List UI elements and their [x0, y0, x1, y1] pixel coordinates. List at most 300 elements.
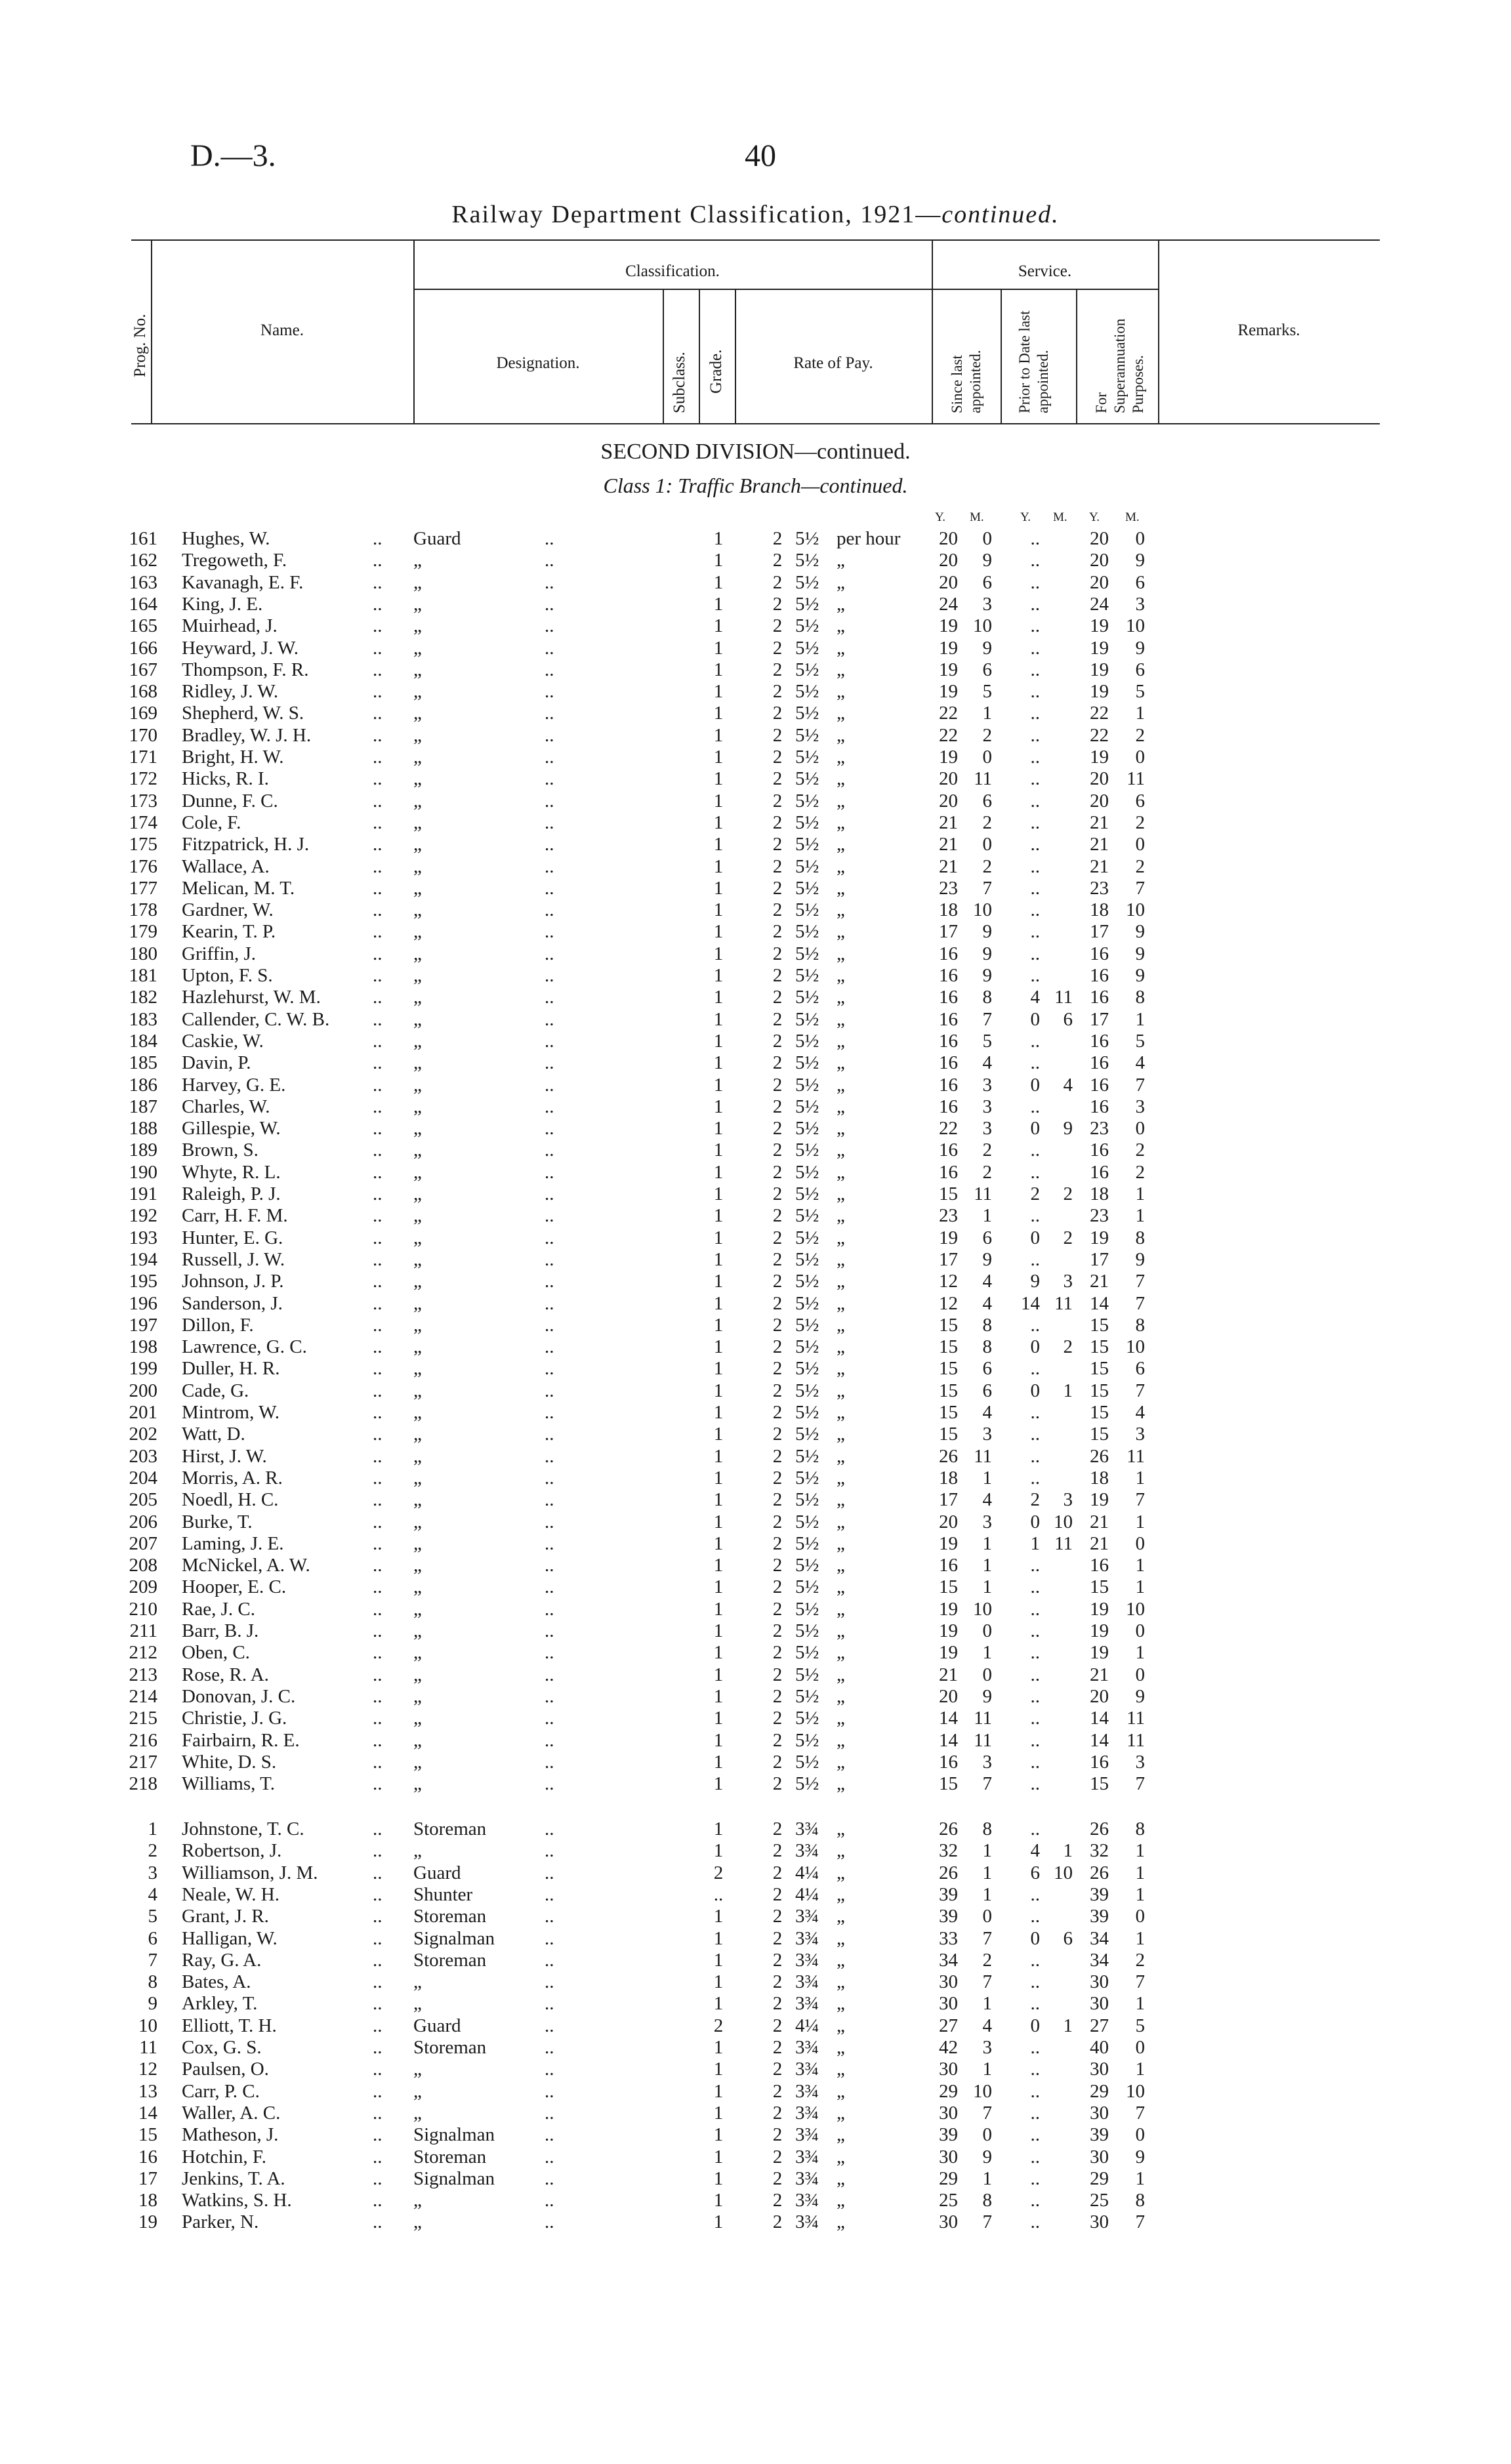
cell-rate: 5½ — [795, 1183, 819, 1204]
cell-fm: 5 — [1135, 2015, 1145, 2036]
cell-sub: 1 — [713, 1008, 724, 1030]
cell-sub: 1 — [713, 1118, 724, 1140]
cell-unit: „ — [837, 1336, 845, 1358]
cell-sy: 19 — [939, 637, 958, 659]
cell-fy: 30 — [1090, 1993, 1109, 2015]
cell-sm: 10 — [973, 2080, 992, 2102]
col-superannuation: For Superannuation Purposes. — [1093, 318, 1146, 413]
cell-fy: 16 — [1090, 1052, 1109, 1074]
cell-py: .. — [1030, 943, 1040, 964]
cell-unit: „ — [837, 2211, 845, 2233]
cell-fy: 17 — [1090, 1008, 1109, 1030]
leader-dots: .. — [373, 2102, 383, 2124]
cell-sm: 1 — [982, 2167, 992, 2189]
cell-name: Fitzpatrick, H. J. — [182, 834, 310, 855]
leader-dots: .. — [545, 747, 554, 768]
cell-sub: 1 — [713, 1532, 724, 1554]
leader-dots: .. — [545, 528, 554, 549]
cell-fm: 3 — [1135, 1751, 1145, 1773]
cell-unit: „ — [837, 1140, 845, 1161]
cell-grade: 2 — [772, 1729, 783, 1751]
cell-no: 174 — [129, 811, 157, 833]
cell-fm: 9 — [1135, 637, 1145, 659]
cell-rate: 5½ — [795, 1555, 819, 1576]
cell-sub: 1 — [713, 943, 724, 964]
cell-pm: 2 — [1063, 1227, 1073, 1248]
cell-no: 14 — [138, 2102, 157, 2124]
cell-des: „ — [413, 768, 422, 790]
table-row — [0, 1140, 1511, 1161]
leader-dots: .. — [545, 1818, 554, 1839]
cell-des: Signalman — [413, 2167, 495, 2189]
cell-fy: 39 — [1090, 1883, 1109, 1905]
cell-sub: 1 — [713, 2059, 724, 2080]
cell-sm: 5 — [982, 681, 992, 703]
unit-label: Y. — [1089, 510, 1100, 524]
cell-sm: 2 — [982, 1161, 992, 1183]
cell-name: Elliott, T. H. — [182, 2015, 277, 2036]
cell-rate: 3¾ — [795, 1993, 819, 2015]
cell-no: 186 — [129, 1074, 157, 1096]
cell-no: 166 — [129, 637, 157, 659]
cell-grade: 2 — [772, 1685, 783, 1707]
cell-name: Williams, T. — [182, 1773, 275, 1795]
cell-py: .. — [1030, 2211, 1040, 2233]
cell-name: Carr, P. C. — [182, 2080, 260, 2102]
cell-rate: 5½ — [795, 1008, 819, 1030]
cell-grade: 2 — [772, 1906, 783, 1927]
cell-sy: 14 — [939, 1729, 958, 1751]
table-row — [0, 1818, 1511, 1840]
cell-fy: 23 — [1090, 877, 1109, 899]
cell-sub: 1 — [713, 768, 724, 790]
cell-des: „ — [413, 1248, 422, 1270]
table-row — [0, 725, 1511, 747]
cell-des: „ — [413, 811, 422, 833]
cell-py: 14 — [1021, 1292, 1040, 1314]
leader-dots: .. — [373, 593, 383, 615]
cell-rate: 5½ — [795, 965, 819, 986]
cell-sub: 1 — [713, 1971, 724, 1993]
cell-rate: 3¾ — [795, 2080, 819, 2102]
table-row — [0, 2015, 1511, 2037]
cell-sm: 7 — [982, 1008, 992, 1030]
cell-sub: 1 — [713, 1380, 724, 1401]
cell-py: .. — [1030, 1971, 1040, 1993]
cell-des: „ — [413, 921, 422, 943]
cell-fy: 16 — [1090, 1030, 1109, 1052]
cell-no: 3 — [148, 1862, 157, 1883]
cell-py: .. — [1030, 1773, 1040, 1795]
cell-no: 1 — [148, 1818, 157, 1839]
leader-dots: .. — [545, 1751, 554, 1773]
cell-sy: 16 — [939, 1161, 958, 1183]
table-row — [0, 1336, 1511, 1358]
leader-dots: .. — [373, 1883, 383, 1905]
cell-unit: „ — [837, 1161, 845, 1183]
leader-dots: .. — [373, 811, 383, 833]
table-row — [0, 1096, 1511, 1118]
cell-sub: 1 — [713, 1993, 724, 2015]
cell-unit: „ — [837, 987, 845, 1008]
cell-sy: 21 — [939, 855, 958, 877]
cell-fy: 18 — [1090, 1467, 1109, 1489]
cell-sm: 10 — [973, 899, 992, 921]
cell-fy: 40 — [1090, 2037, 1109, 2058]
table-row — [0, 987, 1511, 1008]
cell-name: Whyte, R. L. — [182, 1161, 281, 1183]
unit-label: M. — [970, 510, 984, 524]
cell-rate: 3¾ — [795, 1949, 819, 1971]
cell-des: „ — [413, 1751, 422, 1773]
cell-no: 6 — [148, 1927, 157, 1949]
cell-sub: 1 — [713, 1030, 724, 1052]
leader-dots: .. — [545, 1971, 554, 1993]
cell-fy: 17 — [1090, 921, 1109, 943]
cell-py: .. — [1030, 1445, 1040, 1467]
cell-sm: 10 — [973, 615, 992, 637]
cell-sy: 15 — [939, 1380, 958, 1401]
table-row — [0, 681, 1511, 703]
leader-dots: .. — [373, 1118, 383, 1140]
cell-no: 184 — [129, 1030, 157, 1052]
cell-name: Fairbairn, R. E. — [182, 1729, 300, 1751]
cell-sub: 1 — [713, 681, 724, 703]
cell-des: Storeman — [413, 1818, 487, 1839]
cell-name: Griffin, J. — [182, 943, 257, 964]
cell-no: 175 — [129, 834, 157, 855]
cell-py: .. — [1030, 2190, 1040, 2211]
cell-rate: 5½ — [795, 1773, 819, 1795]
cell-sm: 2 — [982, 724, 992, 746]
cell-py: .. — [1030, 1620, 1040, 1641]
leader-dots: .. — [545, 943, 554, 964]
cell-name: Hazlehurst, W. M. — [182, 987, 321, 1008]
cell-fm: 7 — [1135, 1773, 1145, 1795]
cell-fy: 15 — [1090, 1424, 1109, 1445]
cell-unit: „ — [837, 1773, 845, 1795]
table-row — [0, 2168, 1511, 2190]
cell-fy: 16 — [1090, 1751, 1109, 1773]
cell-name: Tregoweth, F. — [182, 550, 287, 571]
leader-dots: .. — [545, 637, 554, 659]
cell-fm: 0 — [1135, 1118, 1145, 1140]
cell-fy: 19 — [1090, 1598, 1109, 1620]
cell-unit: „ — [837, 1840, 845, 1862]
cell-no: 199 — [129, 1358, 157, 1380]
cell-fy: 15 — [1090, 1576, 1109, 1598]
cell-py: .. — [1030, 2146, 1040, 2167]
cell-no: 189 — [129, 1140, 157, 1161]
cell-fy: 30 — [1090, 2059, 1109, 2080]
leader-dots: .. — [545, 1424, 554, 1445]
page-title — [0, 200, 1511, 229]
leader-dots: .. — [373, 2015, 383, 2036]
cell-sm: 9 — [982, 1685, 992, 1707]
leader-dots: .. — [545, 1862, 554, 1883]
cell-no: 11 — [139, 2037, 157, 2058]
leader-dots: .. — [545, 1511, 554, 1532]
table-row — [0, 2081, 1511, 2103]
cell-name: Cade, G. — [182, 1380, 249, 1401]
leader-dots: .. — [373, 1292, 383, 1314]
cell-pm: 10 — [1054, 1511, 1073, 1532]
cell-py: .. — [1030, 1096, 1040, 1117]
cell-fm: 0 — [1135, 1620, 1145, 1641]
cell-py: 4 — [1030, 987, 1040, 1008]
leader-dots: .. — [545, 724, 554, 746]
cell-des: „ — [413, 1664, 422, 1685]
cell-grade: 2 — [772, 1402, 783, 1423]
unit-label: Y. — [935, 510, 946, 524]
table-row — [0, 878, 1511, 899]
cell-no: 164 — [129, 593, 157, 615]
leader-dots: .. — [545, 1402, 554, 1423]
cell-fm: 1 — [1135, 1927, 1145, 1949]
cell-grade: 2 — [772, 1248, 783, 1270]
cell-py: 4 — [1030, 1840, 1040, 1862]
cell-unit: „ — [837, 1008, 845, 1030]
table-row — [0, 812, 1511, 834]
leader-dots: .. — [545, 1685, 554, 1707]
cell-no: 212 — [129, 1642, 157, 1664]
leader-dots: .. — [373, 1862, 383, 1883]
cell-fm: 1 — [1135, 1183, 1145, 1204]
cell-grade: 2 — [772, 1183, 783, 1204]
cell-name: Parker, N. — [182, 2211, 259, 2233]
cell-no: 180 — [129, 943, 157, 964]
leader-dots: .. — [373, 1685, 383, 1707]
cell-sm: 0 — [982, 1906, 992, 1927]
cell-py: .. — [1030, 1358, 1040, 1380]
cell-des: Storeman — [413, 2037, 487, 2058]
cell-fm: 1 — [1135, 1511, 1145, 1532]
cell-fm: 6 — [1135, 571, 1145, 593]
cell-sub: 1 — [713, 1424, 724, 1445]
cell-sy: 19 — [939, 1598, 958, 1620]
cell-unit: „ — [837, 1862, 845, 1883]
cell-sy: 26 — [939, 1445, 958, 1467]
table-row — [0, 1489, 1511, 1511]
cell-py: .. — [1030, 811, 1040, 833]
cell-fy: 22 — [1090, 703, 1109, 724]
leader-dots: .. — [373, 1358, 383, 1380]
cell-pm: 10 — [1054, 1862, 1073, 1883]
cell-sub: 1 — [713, 1336, 724, 1358]
cell-grade: 2 — [772, 1271, 783, 1292]
cell-rate: 5½ — [795, 1292, 819, 1314]
cell-unit: „ — [837, 1205, 845, 1227]
cell-no: 18 — [138, 2190, 157, 2211]
cell-py: .. — [1030, 2167, 1040, 2189]
cell-sy: 27 — [939, 2015, 958, 2036]
leader-dots: .. — [545, 2190, 554, 2211]
leader-dots: .. — [545, 1271, 554, 1292]
cell-sm: 4 — [982, 1052, 992, 1074]
cell-fy: 15 — [1090, 1402, 1109, 1423]
cell-des: „ — [413, 637, 422, 659]
cell-rate: 5½ — [795, 1511, 819, 1532]
cell-name: Sanderson, J. — [182, 1292, 283, 1314]
cell-grade: 2 — [772, 1576, 783, 1598]
leader-dots: .. — [545, 1161, 554, 1183]
table-row — [0, 943, 1511, 965]
cell-py: 6 — [1030, 1862, 1040, 1883]
cell-sub: 1 — [713, 877, 724, 899]
leader-dots: .. — [545, 1555, 554, 1576]
cell-des: „ — [413, 855, 422, 877]
leader-dots: .. — [545, 1140, 554, 1161]
cell-fy: 22 — [1090, 724, 1109, 746]
cell-fy: 14 — [1090, 1708, 1109, 1729]
cell-no: 203 — [129, 1445, 157, 1467]
cell-fm: 1 — [1135, 1576, 1145, 1598]
cell-py: 0 — [1030, 1074, 1040, 1096]
cell-name: Caskie, W. — [182, 1030, 264, 1052]
cell-des: „ — [413, 615, 422, 637]
cell-no: 187 — [129, 1096, 157, 1117]
cell-rate: 5½ — [795, 1620, 819, 1641]
cell-py: .. — [1030, 681, 1040, 703]
cell-no: 208 — [129, 1555, 157, 1576]
cell-sm: 6 — [982, 1380, 992, 1401]
cell-sy: 12 — [939, 1292, 958, 1314]
cell-unit: „ — [837, 1183, 845, 1204]
cell-sm: 4 — [982, 1271, 992, 1292]
cell-des: „ — [413, 593, 422, 615]
leader-dots: .. — [545, 2059, 554, 2080]
cell-grade: 2 — [772, 1424, 783, 1445]
cell-unit: „ — [837, 1227, 845, 1248]
cell-fy: 21 — [1090, 811, 1109, 833]
cell-unit: „ — [837, 1467, 845, 1489]
cell-sy: 20 — [939, 790, 958, 811]
cell-sub: 1 — [713, 2190, 724, 2211]
cell-no: 181 — [129, 965, 157, 986]
cell-fm: 1 — [1135, 1205, 1145, 1227]
cell-fm: 2 — [1135, 811, 1145, 833]
cell-des: „ — [413, 2080, 422, 2102]
cell-py: .. — [1030, 834, 1040, 855]
leader-dots: .. — [373, 899, 383, 921]
leader-dots: .. — [373, 1949, 383, 1971]
cell-sub: 1 — [713, 1140, 724, 1161]
cell-grade: 2 — [772, 681, 783, 703]
cell-sy: 22 — [939, 1118, 958, 1140]
leader-dots: .. — [545, 1030, 554, 1052]
cell-fm: 0 — [1135, 747, 1145, 768]
cell-unit: „ — [837, 1402, 845, 1423]
cell-no: 8 — [148, 1971, 157, 1993]
leader-dots: .. — [545, 2102, 554, 2124]
cell-des: Shunter — [413, 1883, 473, 1905]
cell-name: Muirhead, J. — [182, 615, 278, 637]
cell-name: Robertson, J. — [182, 1840, 282, 1862]
leader-dots: .. — [373, 2146, 383, 2167]
cell-rate: 5½ — [795, 877, 819, 899]
leader-dots: .. — [373, 1773, 383, 1795]
cell-sub: 2 — [713, 1862, 724, 1883]
cell-sy: 20 — [939, 1511, 958, 1532]
cell-sy: 12 — [939, 1271, 958, 1292]
cell-grade: 2 — [772, 1052, 783, 1074]
leader-dots: .. — [545, 1708, 554, 1729]
cell-py: .. — [1030, 2080, 1040, 2102]
cell-sub: 1 — [713, 1205, 724, 1227]
cell-sm: 4 — [982, 1489, 992, 1511]
cell-sub: 1 — [713, 1949, 724, 1971]
cell-sy: 16 — [939, 1751, 958, 1773]
cell-sub: 1 — [713, 571, 724, 593]
leader-dots: .. — [373, 1248, 383, 1270]
cell-des: „ — [413, 987, 422, 1008]
col-divider — [1001, 289, 1002, 423]
cell-fm: 11 — [1127, 1729, 1145, 1751]
cell-sm: 8 — [982, 2190, 992, 2211]
cell-no: 183 — [129, 1008, 157, 1030]
cell-name: Jenkins, T. A. — [182, 2167, 285, 2189]
cell-py: .. — [1030, 2124, 1040, 2146]
cell-des: „ — [413, 1642, 422, 1664]
cell-des: „ — [413, 1183, 422, 1204]
cell-fm: 2 — [1135, 855, 1145, 877]
leader-dots: .. — [373, 571, 383, 593]
cell-grade: 2 — [772, 1862, 783, 1883]
cell-fm: 2 — [1135, 1949, 1145, 1971]
table-row — [0, 2124, 1511, 2146]
cell-sub: 1 — [713, 965, 724, 986]
cell-sub: 1 — [713, 1840, 724, 1862]
leader-dots: .. — [373, 724, 383, 746]
cell-unit: „ — [837, 2037, 845, 2058]
cell-des: „ — [413, 1402, 422, 1423]
cell-grade: 2 — [772, 1336, 783, 1358]
cell-des: „ — [413, 1971, 422, 1993]
cell-sm: 3 — [982, 1096, 992, 1117]
cell-pm: 1 — [1063, 2015, 1073, 2036]
table-row — [0, 1862, 1511, 1884]
cell-sub: 1 — [713, 703, 724, 724]
cell-fm: 7 — [1135, 1074, 1145, 1096]
cell-sub: 1 — [713, 1598, 724, 1620]
cell-rate: 5½ — [795, 1424, 819, 1445]
cell-sub: 1 — [713, 834, 724, 855]
cell-fm: 11 — [1127, 1708, 1145, 1729]
cell-unit: „ — [837, 2015, 845, 2036]
cell-pm: 6 — [1063, 1927, 1073, 1949]
cell-name: Matheson, J. — [182, 2124, 279, 2146]
cell-rate: 5½ — [795, 790, 819, 811]
cell-py: .. — [1030, 1555, 1040, 1576]
cell-unit: „ — [837, 1489, 845, 1511]
cell-py: .. — [1030, 899, 1040, 921]
cell-sm: 4 — [982, 1292, 992, 1314]
cell-py: .. — [1030, 1205, 1040, 1227]
cell-sy: 29 — [939, 2080, 958, 2102]
cell-sm: 4 — [982, 2015, 992, 2036]
table-row — [0, 1205, 1511, 1227]
leader-dots: .. — [545, 2124, 554, 2146]
cell-fy: 21 — [1090, 1271, 1109, 1292]
service-rule — [932, 289, 1158, 290]
cell-fy: 16 — [1090, 1555, 1109, 1576]
cell-rate: 5½ — [795, 943, 819, 964]
table-row — [0, 1971, 1511, 1993]
leader-dots: .. — [545, 1118, 554, 1140]
table-row — [0, 572, 1511, 594]
cell-unit: „ — [837, 2124, 845, 2146]
cell-name: King, J. E. — [182, 593, 263, 615]
